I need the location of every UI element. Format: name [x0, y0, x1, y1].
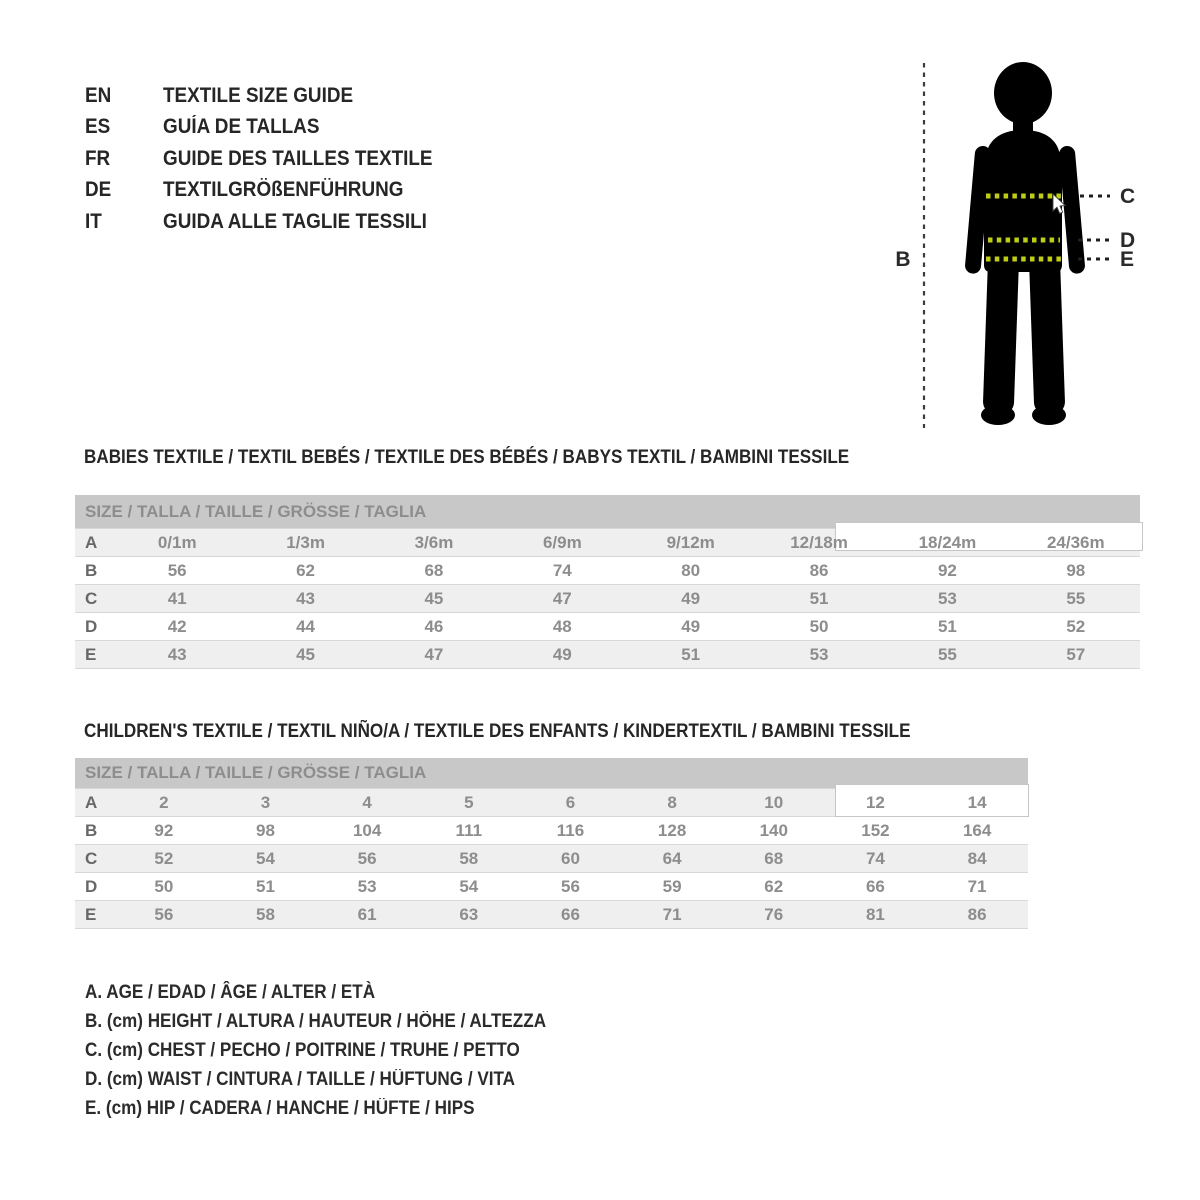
- value-cell: 12/18m: [755, 529, 883, 557]
- language-code: ES: [85, 115, 111, 139]
- value-cell: 92: [937, 560, 957, 580]
- babies-section-title: BABIES TEXTILE / TEXTIL BEBÉS / TEXTILE DES BÉBÉS / BABYS TEXTIL / BAMBINI TESSILE: [84, 447, 850, 468]
- value-cell: 71: [621, 901, 723, 929]
- value-cell: 12: [825, 789, 927, 817]
- value-cell: 92: [154, 820, 174, 840]
- value-cell: 45: [370, 585, 498, 613]
- value-cell: 3/6m: [370, 529, 498, 557]
- value-cell: 76: [723, 901, 825, 929]
- legend-item: A. AGE / EDAD / ÂGE / ALTER / ETÀ: [85, 981, 376, 1003]
- table-row: [75, 613, 1140, 641]
- language-code: EN: [85, 83, 112, 107]
- children-section-title: CHILDREN'S TEXTILE / TEXTIL NIÑO/A / TEXTILE DES ENFANTS / KINDERTEXTIL / BAMBINI TESSILE: [84, 721, 911, 742]
- value-cell: 61: [316, 901, 418, 929]
- value-cell: 58: [418, 845, 520, 873]
- language-row: [85, 143, 462, 175]
- value-cell: 81: [825, 901, 927, 929]
- table-row: [75, 585, 1140, 613]
- value-cell: 46: [424, 616, 444, 636]
- value-cell: 10: [723, 789, 825, 817]
- language-row: [85, 112, 462, 144]
- row-label: A: [75, 789, 113, 817]
- language-title: GUIDE DES TAILLES TEXTILE: [163, 146, 433, 170]
- table-row: [75, 901, 1028, 929]
- value-cell: 47: [370, 641, 498, 669]
- table-row: [75, 845, 1028, 873]
- measurement-legend: [85, 978, 597, 1123]
- language-row: [85, 80, 462, 112]
- value-cell: 53: [883, 585, 1011, 613]
- value-cell: 152: [861, 820, 890, 840]
- language-title: GUIDA ALLE TAGLIE TESSILI: [163, 209, 427, 233]
- value-cell: 0/1m: [113, 529, 241, 557]
- measurement-figure: [870, 55, 1160, 440]
- legend-item: C. (cm) CHEST / PECHO / POITRINE / TRUHE / PETTO: [85, 1039, 520, 1061]
- label-hip: E: [1120, 248, 1135, 271]
- legend-item: B. (cm) HEIGHT / ALTURA / HAUTEUR / HÖHE / ALTEZZA: [85, 1010, 547, 1032]
- language-code: IT: [85, 209, 102, 233]
- size-header-bar: SIZE / TALLA / TAILLE / GRÖSSE / TAGLIA: [75, 495, 1140, 529]
- value-cell: 140: [759, 820, 788, 840]
- value-cell: 53: [357, 876, 377, 896]
- value-cell: 9/12m: [627, 529, 755, 557]
- value-cell: 47: [498, 585, 626, 613]
- value-cell: 4: [316, 789, 418, 817]
- value-cell: 56: [316, 845, 418, 873]
- value-cell: 104: [352, 820, 382, 840]
- value-cell: 51: [755, 585, 883, 613]
- value-cell: 51: [256, 876, 275, 896]
- value-cell: 6: [520, 789, 622, 817]
- value-cell: 86: [809, 560, 829, 580]
- value-cell: 55: [1012, 585, 1140, 613]
- value-cell: 63: [418, 901, 520, 929]
- value-cell: 52: [113, 845, 215, 873]
- child-silhouette-icon: [964, 62, 1085, 425]
- row-label: A: [75, 529, 113, 557]
- value-cell: 45: [241, 641, 369, 669]
- value-cell: 55: [883, 641, 1011, 669]
- row-label: B: [85, 820, 98, 840]
- value-cell: 98: [256, 820, 275, 840]
- language-title: TEXTILE SIZE GUIDE: [163, 83, 354, 107]
- value-cell: 41: [113, 585, 241, 613]
- value-cell: 49: [627, 585, 755, 613]
- value-cell: 66: [520, 901, 622, 929]
- table-row: [75, 817, 1028, 845]
- table-row: [75, 873, 1028, 901]
- value-cell: 98: [1066, 560, 1086, 580]
- value-cell: 58: [215, 901, 317, 929]
- table-row: [75, 557, 1140, 585]
- value-cell: 50: [154, 876, 174, 896]
- language-row: [85, 206, 462, 238]
- value-cell: 43: [113, 641, 241, 669]
- legend-item: D. (cm) WAIST / CINTURA / TAILLE / HÜFTUNG / VITA: [85, 1068, 516, 1090]
- value-cell: 48: [552, 616, 572, 636]
- value-cell: 164: [962, 820, 992, 840]
- value-cell: 49: [498, 641, 626, 669]
- language-code: FR: [85, 146, 111, 170]
- value-cell: 62: [296, 560, 316, 580]
- value-cell: 57: [1012, 641, 1140, 669]
- value-cell: 64: [621, 845, 723, 873]
- label-height: B: [895, 248, 911, 271]
- value-cell: 3: [215, 789, 317, 817]
- row-label: D: [85, 616, 98, 636]
- language-row: [85, 175, 462, 207]
- value-cell: 52: [1066, 616, 1086, 636]
- value-cell: 1/3m: [241, 529, 369, 557]
- value-cell: 84: [926, 845, 1028, 873]
- row-label: B: [85, 560, 98, 580]
- value-cell: 51: [937, 616, 957, 636]
- children-size-highlight-box: [835, 784, 1029, 817]
- value-cell: 14: [926, 789, 1028, 817]
- row-label: C: [75, 585, 113, 613]
- label-waist: D: [1120, 229, 1136, 252]
- language-title: GUÍA DE TALLAS: [163, 115, 320, 139]
- value-cell: 18/24m: [883, 529, 1011, 557]
- value-cell: 6/9m: [498, 529, 626, 557]
- value-cell: 62: [764, 876, 784, 896]
- label-chest: C: [1120, 185, 1136, 208]
- row-label: E: [75, 641, 113, 669]
- value-cell: 86: [926, 901, 1028, 929]
- value-cell: 49: [681, 616, 701, 636]
- value-cell: 51: [627, 641, 755, 669]
- value-cell: 74: [552, 560, 572, 580]
- value-cell: 2: [113, 789, 215, 817]
- value-cell: 56: [167, 560, 187, 580]
- value-cell: 56: [560, 876, 580, 896]
- row-label: E: [75, 901, 113, 929]
- language-title: TEXTILGRÖßENFÜHRUNG: [163, 178, 404, 202]
- table-row: [75, 641, 1140, 669]
- value-cell: 56: [113, 901, 215, 929]
- value-cell: 54: [215, 845, 317, 873]
- value-cell: 53: [755, 641, 883, 669]
- legend-item: E. (cm) HIP / CADERA / HANCHE / HÜFTE / HIPS: [85, 1097, 475, 1119]
- row-label: C: [75, 845, 113, 873]
- value-cell: 24/36m: [1012, 529, 1140, 557]
- value-cell: 68: [723, 845, 825, 873]
- value-cell: 68: [424, 560, 444, 580]
- value-cell: 66: [865, 876, 885, 896]
- value-cell: 128: [657, 820, 687, 840]
- value-cell: 44: [296, 616, 316, 636]
- value-cell: 71: [967, 876, 987, 896]
- value-cell: 111: [455, 820, 483, 840]
- language-title-list: [85, 80, 462, 238]
- value-cell: 42: [167, 616, 187, 636]
- value-cell: 80: [681, 560, 701, 580]
- row-label: D: [85, 876, 98, 896]
- value-cell: 5: [418, 789, 520, 817]
- value-cell: 60: [520, 845, 622, 873]
- value-cell: 50: [809, 616, 829, 636]
- value-cell: 74: [825, 845, 927, 873]
- value-cell: 43: [241, 585, 369, 613]
- size-header-bar: SIZE / TALLA / TAILLE / GRÖSSE / TAGLIA: [75, 758, 1028, 789]
- value-cell: 8: [621, 789, 723, 817]
- value-cell: 59: [662, 876, 682, 896]
- value-cell: 116: [556, 820, 585, 840]
- language-code: DE: [85, 178, 112, 202]
- value-cell: 54: [459, 876, 479, 896]
